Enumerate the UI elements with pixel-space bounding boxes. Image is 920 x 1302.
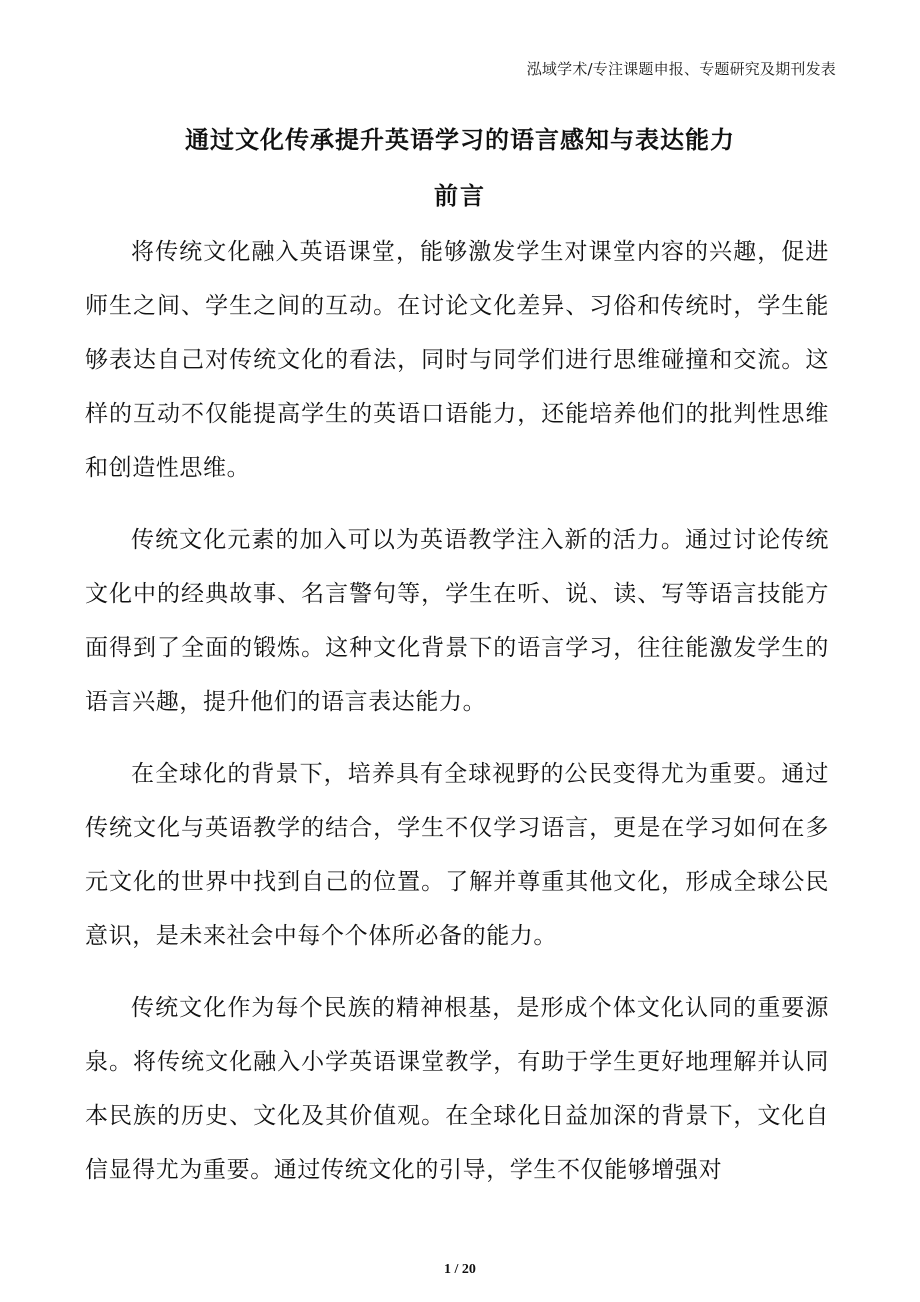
paragraph: 传统文化元素的加入可以为英语教学注入新的活力。通过讨论传统文化中的经典故事、名言警句等，学生在听、说、读、写等语言技能方面得到了全面的锻炼。这种文化背景下的语言学习，往往能激发学生的语言兴趣，提升他们的语言表达能力。	[85, 527, 829, 715]
section-title: 前言	[434, 182, 486, 210]
page-number: 1 / 20	[444, 1262, 476, 1277]
paragraph: 传统文化作为每个民族的精神根基，是形成个体文化认同的重要源泉。将传统文化融入小学英语课堂教学，有助于学生更好地理解并认同本民族的历史、文化及其价值观。在全球化日益加深的背景下，文化自信显得尤为重要。通过传统文化的引导，学生不仅能够增强对	[85, 995, 829, 1183]
header-tagline: 泓域学术/专注课题申报、专题研究及期刊发表	[526, 60, 836, 78]
document-body	[85, 225, 829, 1215]
document-title: 通过文化传承提升英语学习的语言感知与表达能力	[185, 126, 735, 154]
paragraph: 将传统文化融入英语课堂，能够激发学生对课堂内容的兴趣，促进师生之间、学生之间的互动。在讨论文化差异、习俗和传统时，学生能够表达自己对传统文化的看法，同时与同学们进行思维碰撞和交流。这样的互动不仅能提高学生的英语口语能力，还能培养他们的批判性思维和创造性思维。	[85, 239, 829, 481]
paragraph: 在全球化的背景下，培养具有全球视野的公民变得尤为重要。通过传统文化与英语教学的结合，学生不仅学习语言，更是在学习如何在多元文化的世界中找到自己的位置。了解并尊重其他文化，形成全球公民意识，是未来社会中每个个体所必备的能力。	[85, 761, 829, 949]
